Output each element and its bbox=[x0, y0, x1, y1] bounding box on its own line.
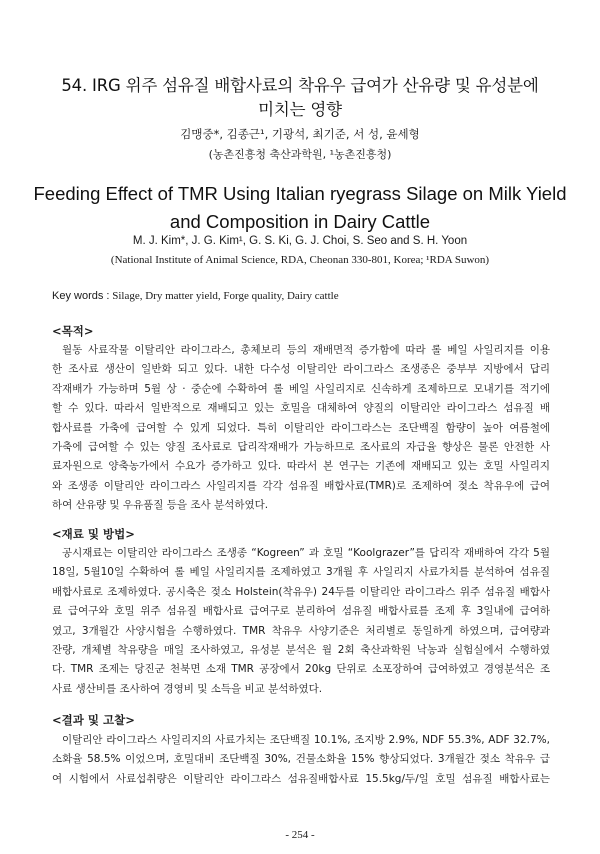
english-title-line-1: Feeding Effect of TMR Using Italian ryegrass Silage on Milk Yield bbox=[33, 183, 567, 204]
keywords-label: Key words : bbox=[52, 290, 110, 302]
text-line: 작재배가 가능하며 5월 상 · 중순에 수확하여 롤 베일 사일리지로 신속하게 조제하므로 모내기를 적기에 bbox=[52, 382, 550, 395]
english-affiliation: (National Institute of Animal Science, RDA, Cheonan 330-801, Korea; ¹RDA Suwon) bbox=[110, 254, 490, 266]
korean-title-line-2: 미치는 영향 bbox=[258, 100, 342, 119]
section-body-purpose bbox=[52, 341, 550, 516]
text-line: 였고, 3개월간 사양시험을 수행하였다. TMR 착유우 사양기준은 처리별로 동일하게 하였으며, 급여량과 bbox=[52, 624, 550, 637]
text-line: 한 조사료 생산이 일반화 되고 있다. 내한 다수성 이탈리안 라이그라스 조생종은 중부부 지방에서 답리 bbox=[52, 363, 550, 376]
text-line: 소화율 58.5% 이었으며, 호밀대비 조단백질 30%, 건물소화율 15% 향상되었다. 3개월간 젖소 착유우 급 bbox=[52, 753, 550, 766]
text-line: 합사료를 가축에 급여할 수 있게 되었다. 특히 이탈리안 라이그라스는 조단백질 함량이 높아 여름철에 bbox=[52, 421, 550, 434]
text-line: 공시재료는 이탈리안 라이그라스 조생종 “Kogreen” 과 호밀 “Koolgrazer”를 답리작 재배하여 각각 5월 bbox=[62, 547, 550, 559]
korean-title bbox=[40, 74, 560, 122]
english-authors: M. J. Kim*, J. G. Kim¹, G. S. Ki, G. J. Choi, S. Seo and S. H. Yoon bbox=[132, 235, 468, 247]
text-line: 배합사료로 조제하였다. 공시축은 젖소 Holstein(착유우) 24두를 이탈리안 라이그라스 위주 섬유질 배합사 bbox=[52, 585, 550, 598]
text-line: 18일, 5월10일 수확하여 롤 베일 사일리지를 조제하였고 3개월 후 사일리지 사료가치를 분석하여 섬유질 bbox=[52, 566, 550, 579]
text-line: 여 시험에서 사료섭취량은 이탈리안 라이그라스 섬유질배합사료 15.5kg/두/일 호밀 섬유질 배합사료는 bbox=[52, 772, 550, 785]
korean-affiliation: (농촌진흥청 축산과학원, ¹농촌진흥청) bbox=[208, 148, 392, 161]
english-title bbox=[30, 180, 570, 236]
text-line: 사료 생산비를 조사하여 경영비 및 소득을 비교 분석하였다. bbox=[52, 682, 323, 695]
section-heading-results: <결과 및 고찰> bbox=[52, 713, 135, 727]
text-line: 이탈리안 라이그라스 사일리지의 사료가치는 조단백질 10.1%, 조지방 2.9%, NDF 55.3%, ADF 32.7%, bbox=[62, 734, 550, 746]
korean-title-line-1: 54. IRG 위주 섬유질 배합사료의 착유우 급여가 산유량 및 유성분에 bbox=[61, 76, 539, 95]
keywords-text: Silage, Dry matter yield, Forge quality, Dairy cattle bbox=[112, 290, 339, 302]
text-line: 하여 산유량 및 우유품질 등을 조사 분석하였다. bbox=[52, 499, 269, 512]
section-heading-methods: <재료 및 방법> bbox=[52, 527, 135, 541]
section-body-methods bbox=[52, 544, 550, 699]
text-line: 할 수 있다. 따라서 일반적으로 재배되고 있는 호밀을 대체하여 양질의 이탈리안 라이그라스 섬유질 배 bbox=[52, 402, 550, 415]
korean-authors: 김맹중*, 김종근¹, 기광석, 최기준, 서 성, 윤세형 bbox=[180, 127, 420, 141]
text-line: 가축에 급여할 수 있는 양질 조사료로 답리작재배가 가능하므로 조사료의 자급율 향상은 물론 안전한 사 bbox=[52, 441, 550, 454]
text-line: 잔량, 개체별 착유량을 매일 조사하였고, 유성분 분석은 월 2회 축산과학원 낙농과 실험실에서 수행하였 bbox=[52, 644, 550, 657]
section-body-results bbox=[52, 731, 550, 789]
text-line: 월동 사료작물 이탈리안 라이그라스, 총체보리 등의 재배면적 증가함에 따라 롤 베일 사일리지를 이용 bbox=[62, 344, 550, 356]
page-number: - 254 - bbox=[285, 829, 315, 841]
text-line: 다. TMR 조제는 당진군 천북면 소재 TMR 공장에서 20kg 단위로 소포장하여 급여하였고 경영분석은 조 bbox=[52, 663, 550, 676]
text-line: 료 급여구와 호밀 위주 섬유질 배합사료 급여구로 분리하여 섬유질 배합사료를 조제 후 3일내에 급여하 bbox=[52, 605, 550, 618]
text-line: 와 조생종 이탈리안 라이그라스 사일리지를 각각 섬유질 배합사료(TMR)로 조제하여 젖소 착유우에 급여 bbox=[52, 479, 550, 492]
keywords bbox=[52, 290, 339, 302]
text-line: 료자원으로 양축농가에서 수요가 증가하고 있다. 따라서 본 연구는 기존에 재배되고 있는 호밀 사일리지 bbox=[52, 460, 550, 473]
english-title-line-2: and Composition in Dairy Cattle bbox=[169, 211, 431, 232]
section-heading-purpose: <목적> bbox=[52, 324, 94, 338]
